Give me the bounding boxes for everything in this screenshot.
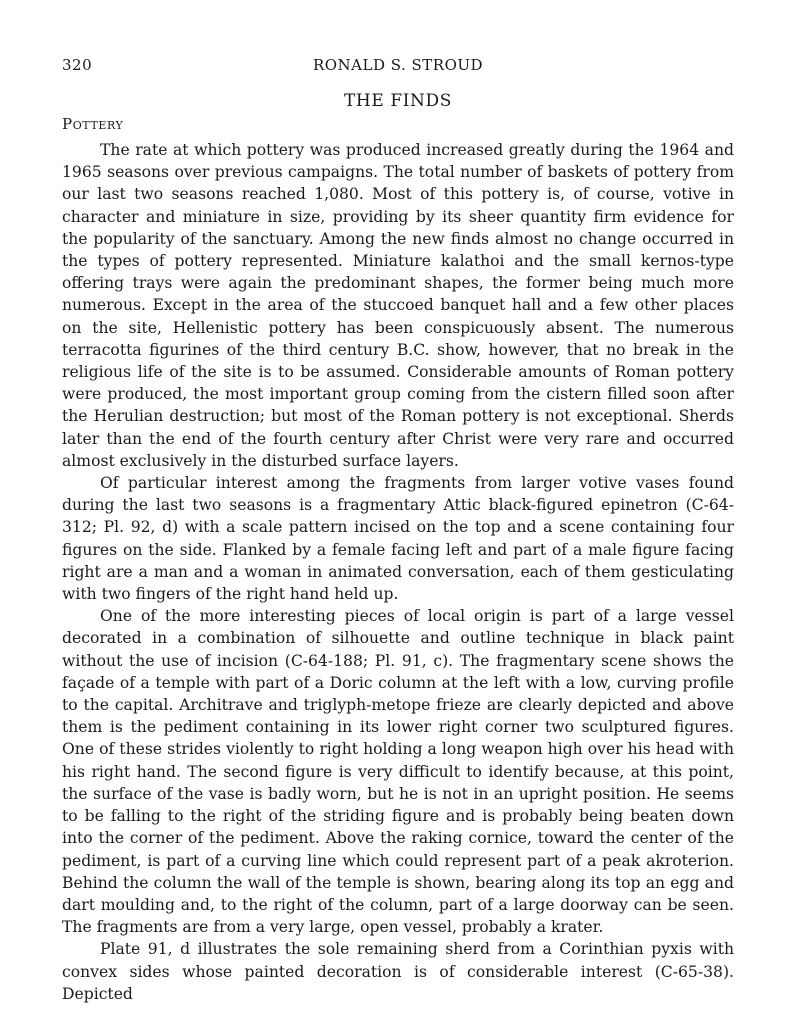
paragraph-3: One of the more interesting pieces of local origin is part of a large vessel decorated in a combination of silhouette and outline technique in black paint without the use of incision (C-64-188; Pl. 91, c). The fragmentary scene shows the façade of a temple with part of a Doric column at the left with a low, curving profile to the capital. Architrave and triglyph-metope frieze are clearly depicted and above them is the pediment containing in its lower right corner two sculptured figures. One of these strides violently to right holding a long weapon high over his head with his right hand. The second figure is very difficult to identify because, at this point, the surface of the vase is badly worn, but he is not in an upright position. He seems to be falling to the right of the striding figure and is probably being beaten down into the corner of the pediment. Above the raking cornice, toward the center of the pediment, is part of a curving line which could represent part of a peak akroterion. Behind the column the wall of the temple is shown, bearing along its top an egg and dart moulding and, to the right of the column, part of a large doorway can be seen. The fragments are from a very large, open vessel, probably a krater. <box>62 607 734 937</box>
section-title: THE FINDS <box>343 91 453 111</box>
subsection-title: Pottery <box>62 115 124 133</box>
page-number: 320 <box>62 56 93 74</box>
running-head <box>62 56 734 80</box>
page <box>62 56 734 1005</box>
running-title: RONALD S. STROUD <box>312 56 484 74</box>
paragraph-1: The rate at which pottery was produced increased greatly during the 1964 and 1965 seasons over previous campaigns. The total number of baskets of pottery from our last two seasons reached 1,080. Most of this pottery is, of course, votive in character and miniature in size, providing by its sheer quantity firm evidence for the popularity of the sanctuary. Among the new finds almost no change occurred in the types of pottery represented. Miniature kalathoi and the small kernos-type offering trays were again the predominant shapes, the former being much more numerous. Except in the area of the stuccoed banquet hall and a few other places on the site, Hellenistic pottery has been conspicuously absent. The numerous terracotta figurines of the third century B.C. show, however, that no break in the religious life of the site is to be assumed. Considerable amounts of Roman pottery were produced, the most important group coming from the cistern filled soon after the Herulian destruction; but most of the Roman pottery is not exceptional. Sherds later than the end of the fourth century after Christ were very rare and occurred almost exclusively in the disturbed surface layers. <box>62 141 734 470</box>
paragraph-4: Plate 91, d illustrates the sole remaining sherd from a Corinthian pyxis with convex sides whose painted decoration is of considerable interest (C-65-38). Depicted <box>62 940 734 1003</box>
body-text <box>62 139 734 1005</box>
paragraph-2: Of particular interest among the fragments from larger votive vases found during the last two seasons is a fragmentary Attic black-figured epinetron (C-64-312; Pl. 92, d) with a scale pattern incised on the top and a scene containing four figures on the side. Flanked by a female facing left and part of a male figure facing right are a man and a woman in animated conversation, each of them gesticulating with two fingers of the right hand held up. <box>62 474 734 604</box>
